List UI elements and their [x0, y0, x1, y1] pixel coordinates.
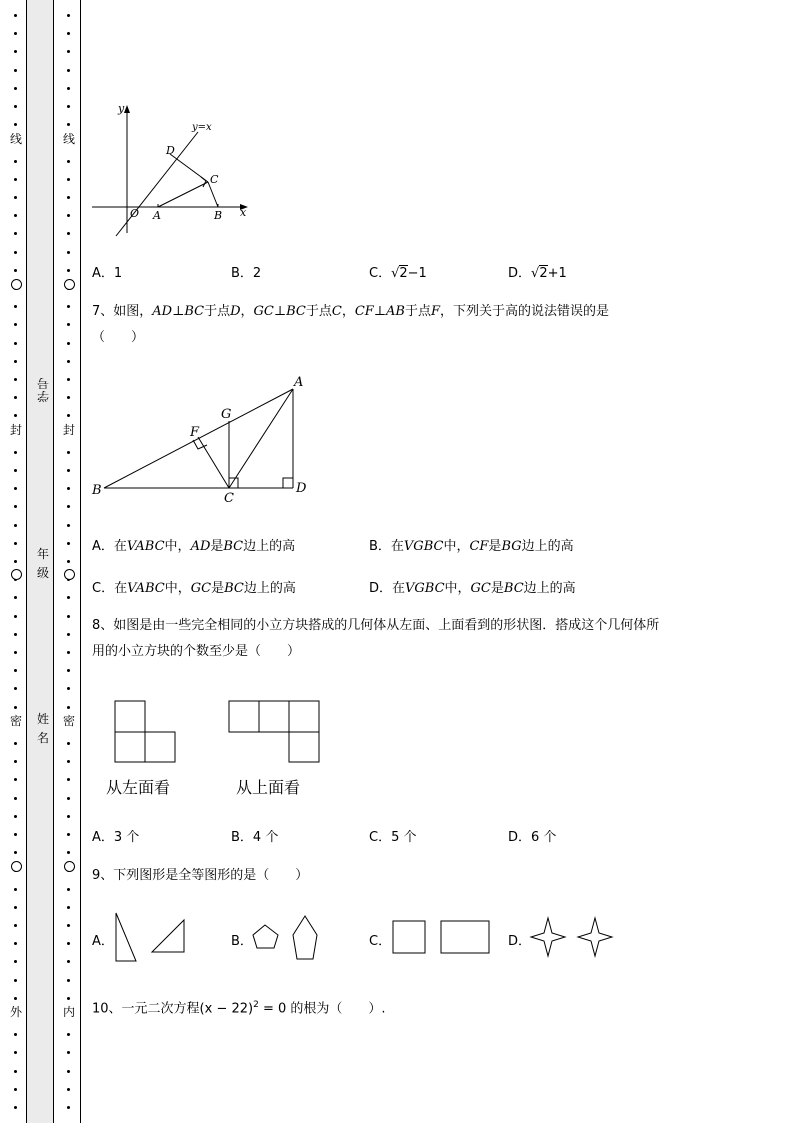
cut-line-dot	[67, 960, 70, 963]
cut-line-dot	[67, 687, 70, 690]
inner-circle-mark	[64, 569, 75, 580]
q9-option-C-rectangles[interactable]	[390, 918, 494, 956]
cut-line-dot	[67, 123, 70, 126]
cut-line-dot	[14, 542, 17, 545]
label-B: B	[214, 209, 223, 222]
label-A: A	[294, 375, 304, 390]
cut-line-dot	[14, 487, 17, 490]
cut-line-dot	[14, 851, 17, 854]
outer-mark-xian: 线	[9, 132, 22, 146]
cut-line-dot	[14, 160, 17, 163]
q8-top-view-figure	[228, 700, 322, 764]
cut-line-dot	[67, 524, 70, 527]
cut-line-dot	[67, 451, 70, 454]
cut-line-dot	[67, 633, 70, 636]
q6-option-A[interactable]: A．1	[92, 266, 123, 281]
cut-line-dot	[67, 414, 70, 417]
cut-line-dot	[14, 123, 17, 126]
cut-line-dot	[67, 469, 70, 472]
gutter-border-middle	[53, 0, 54, 1123]
segment-CF	[198, 437, 229, 488]
q6-option-C[interactable]: C．√2−1	[369, 266, 427, 281]
segment-AC	[229, 389, 293, 488]
q8-option-D[interactable]: D．6 个	[508, 830, 557, 845]
cut-line-dot	[67, 487, 70, 490]
cut-line-dot	[67, 815, 70, 818]
cut-line-dot	[14, 615, 17, 618]
q6-option-B[interactable]: B．2	[231, 266, 262, 281]
name-field-label: 姓名	[36, 712, 49, 745]
cut-line-dot	[14, 778, 17, 781]
grade-field-label: 年级	[36, 547, 49, 580]
cut-line-dot	[14, 633, 17, 636]
cut-line-dot	[67, 305, 70, 308]
right-angle-mark-D	[283, 478, 293, 488]
cut-line-dot	[14, 505, 17, 508]
label-C: C	[224, 491, 234, 506]
cut-line-dot	[14, 888, 17, 891]
cut-line-dot	[14, 960, 17, 963]
cut-line-dot	[14, 979, 17, 982]
cut-line-dot	[67, 742, 70, 745]
cut-line-dot	[67, 797, 70, 800]
cut-line-dot	[14, 396, 17, 399]
cut-line-dot	[67, 69, 70, 72]
y-axis-arrow	[124, 105, 130, 113]
cut-line-dot	[67, 87, 70, 90]
q6-coordinate-figure	[88, 98, 258, 240]
inner-dotted-cut-line	[63, 0, 75, 1123]
q8-left-view-caption: 从左面看	[106, 778, 171, 797]
cut-line-dot	[14, 232, 17, 235]
cut-line-dot	[67, 888, 70, 891]
inner-circle-mark	[64, 861, 75, 872]
cut-line-dot	[14, 906, 17, 909]
label-C: C	[210, 173, 219, 186]
outer-dotted-cut-line	[10, 0, 22, 1123]
cut-line-dot	[67, 1051, 70, 1054]
cut-line-dot	[67, 214, 70, 217]
cut-line-dot	[14, 1033, 17, 1036]
cut-line-dot	[67, 32, 70, 35]
cut-line-dot	[14, 32, 17, 35]
cut-line-dot	[14, 524, 17, 527]
q7-stem-answer-blank: （ ）	[92, 330, 145, 345]
cut-line-dot	[14, 1051, 17, 1054]
cut-line-dot	[14, 669, 17, 672]
cut-line-dot	[14, 1070, 17, 1073]
q6-option-D[interactable]: D．√2+1	[508, 266, 567, 281]
q9-option-A-label[interactable]: A．	[92, 934, 114, 949]
cut-line-dot	[67, 1088, 70, 1091]
cut-line-dot	[14, 1088, 17, 1091]
q8-stem-line1: 8、如图是由一些完全相同的小立方块搭成的几何体从左面、上面看到的形状图．搭成这个几何体所	[92, 618, 660, 633]
cut-line-dot	[14, 414, 17, 417]
inner-mark-xian: 线	[62, 132, 75, 146]
cut-line-dot	[67, 979, 70, 982]
gutter-border-left	[26, 0, 27, 1123]
cut-line-dot	[67, 560, 70, 563]
cut-line-dot	[67, 396, 70, 399]
cut-line-dot	[14, 87, 17, 90]
cut-line-dot	[67, 760, 70, 763]
label-line: y=x	[192, 122, 212, 133]
cut-line-dot	[67, 323, 70, 326]
cut-line-dot	[67, 105, 70, 108]
q7-option-B[interactable]: B．在VGBC中，CF是BG边上的高	[369, 539, 574, 554]
cut-line-dot	[67, 360, 70, 363]
cut-line-dot	[67, 269, 70, 272]
cut-line-dot	[14, 323, 17, 326]
cut-line-dot	[14, 997, 17, 1000]
q7-stem: 7、如图，AD⊥BC于点D，GC⊥BC于点C，CF⊥AB于点F，下列关于高的说法错误的是	[92, 304, 610, 319]
cut-line-dot	[67, 924, 70, 927]
cut-line-dot	[14, 651, 17, 654]
q9-option-D-stars[interactable]	[528, 915, 616, 959]
cut-line-dot	[67, 14, 70, 17]
cut-line-dot	[14, 378, 17, 381]
cut-line-dot	[67, 342, 70, 345]
q9-option-B-label[interactable]: B．	[231, 934, 253, 949]
cut-line-dot	[67, 651, 70, 654]
outer-circle-mark	[11, 279, 22, 290]
cut-line-dot	[14, 833, 17, 836]
cut-line-dot	[67, 542, 70, 545]
cut-line-dot	[67, 906, 70, 909]
cut-line-dot	[14, 342, 17, 345]
cut-line-dot	[14, 815, 17, 818]
q8-option-B[interactable]: B．4 个	[231, 830, 279, 845]
segment-AC	[158, 182, 208, 207]
cut-line-dot	[67, 778, 70, 781]
cut-line-dot	[67, 833, 70, 836]
label-D: D	[296, 481, 307, 496]
gutter-border-right	[80, 0, 81, 1123]
cut-line-dot	[14, 560, 17, 563]
cut-line-dot	[67, 1106, 70, 1109]
q10-stem: 10、一元二次方程$(x - 22)^2 = 0$ 的根为（ ）.	[92, 1000, 386, 1017]
cut-line-dot	[67, 669, 70, 672]
label-y: y	[118, 102, 125, 115]
cut-line-dot	[14, 924, 17, 927]
cut-line-dot	[14, 1106, 17, 1109]
q7-triangle-figure	[88, 372, 318, 508]
q9-option-B-pentagons[interactable]	[251, 912, 323, 964]
label-F: F	[190, 425, 200, 440]
cut-line-dot	[14, 687, 17, 690]
q8-option-C[interactable]: C．5 个	[369, 830, 417, 845]
label-x: x	[240, 206, 247, 219]
cut-line-dot	[67, 1033, 70, 1036]
cut-line-dot	[14, 760, 17, 763]
q8-stem-line2: 用的小立方块的个数至少是（ ）	[92, 644, 301, 659]
outer-mark-wai: 外	[9, 1005, 22, 1019]
cut-line-dot	[14, 50, 17, 53]
label-G: G	[221, 407, 232, 422]
cut-line-dot	[67, 505, 70, 508]
q9-option-C-label[interactable]: C．	[369, 934, 392, 949]
q7-option-C[interactable]: C．在VABC中，GC是BC边上的高	[92, 581, 296, 596]
cut-line-dot	[67, 378, 70, 381]
outer-mark-mi: 密	[9, 714, 22, 728]
label-B: B	[92, 483, 102, 498]
cut-line-dot	[14, 105, 17, 108]
cut-line-dot	[67, 251, 70, 254]
cut-line-dot	[14, 360, 17, 363]
q7-option-A[interactable]: A．在VABC中，AD是BC边上的高	[92, 539, 296, 554]
cut-line-dot	[67, 50, 70, 53]
cut-line-dot	[67, 160, 70, 163]
inner-mark-nei: 内	[62, 1005, 75, 1019]
cut-line-dot	[67, 942, 70, 945]
cut-line-dot	[67, 596, 70, 599]
inner-mark-mi: 密	[62, 714, 75, 728]
inner-circle-mark	[64, 279, 75, 290]
cut-line-dot	[14, 469, 17, 472]
q8-top-view-caption: 从上面看	[236, 778, 301, 797]
cut-line-dot	[14, 797, 17, 800]
cut-line-dot	[67, 1070, 70, 1073]
outer-circle-mark	[11, 569, 22, 580]
label-D: D	[166, 144, 175, 157]
q9-stem: 9、下列图形是全等图形的是（ ）	[92, 868, 309, 883]
q8-left-view-figure	[114, 700, 178, 764]
cut-line-dot	[14, 596, 17, 599]
q7-option-D[interactable]: D．在VGBC中，GC是BC边上的高	[369, 581, 576, 596]
label-A: A	[153, 209, 161, 222]
cut-line-dot	[14, 942, 17, 945]
cut-line-dot	[14, 269, 17, 272]
cut-line-dot	[14, 14, 17, 17]
cut-line-dot	[14, 451, 17, 454]
q9-option-A-triangles[interactable]	[112, 910, 188, 964]
student-id-field-label: 学号	[37, 376, 50, 403]
cut-line-dot	[67, 851, 70, 854]
q9-option-D-label[interactable]: D．	[508, 934, 532, 949]
outer-mark-feng: 封	[9, 423, 22, 437]
cut-line-dot	[67, 706, 70, 709]
q8-option-A[interactable]: A．3 个	[92, 830, 140, 845]
cut-line-dot	[14, 214, 17, 217]
cut-line-dot	[67, 232, 70, 235]
label-O: O	[130, 207, 140, 220]
cut-line-dot	[14, 305, 17, 308]
cut-line-dot	[67, 997, 70, 1000]
cut-line-dot	[14, 178, 17, 181]
cut-line-dot	[14, 742, 17, 745]
inner-mark-feng: 封	[62, 423, 75, 437]
cut-line-dot	[14, 706, 17, 709]
cut-line-dot	[14, 69, 17, 72]
cut-line-dot	[67, 196, 70, 199]
cut-line-dot	[14, 196, 17, 199]
cut-line-dot	[14, 251, 17, 254]
cut-line-dot	[67, 178, 70, 181]
cut-line-dot	[67, 615, 70, 618]
outer-circle-mark	[11, 861, 22, 872]
